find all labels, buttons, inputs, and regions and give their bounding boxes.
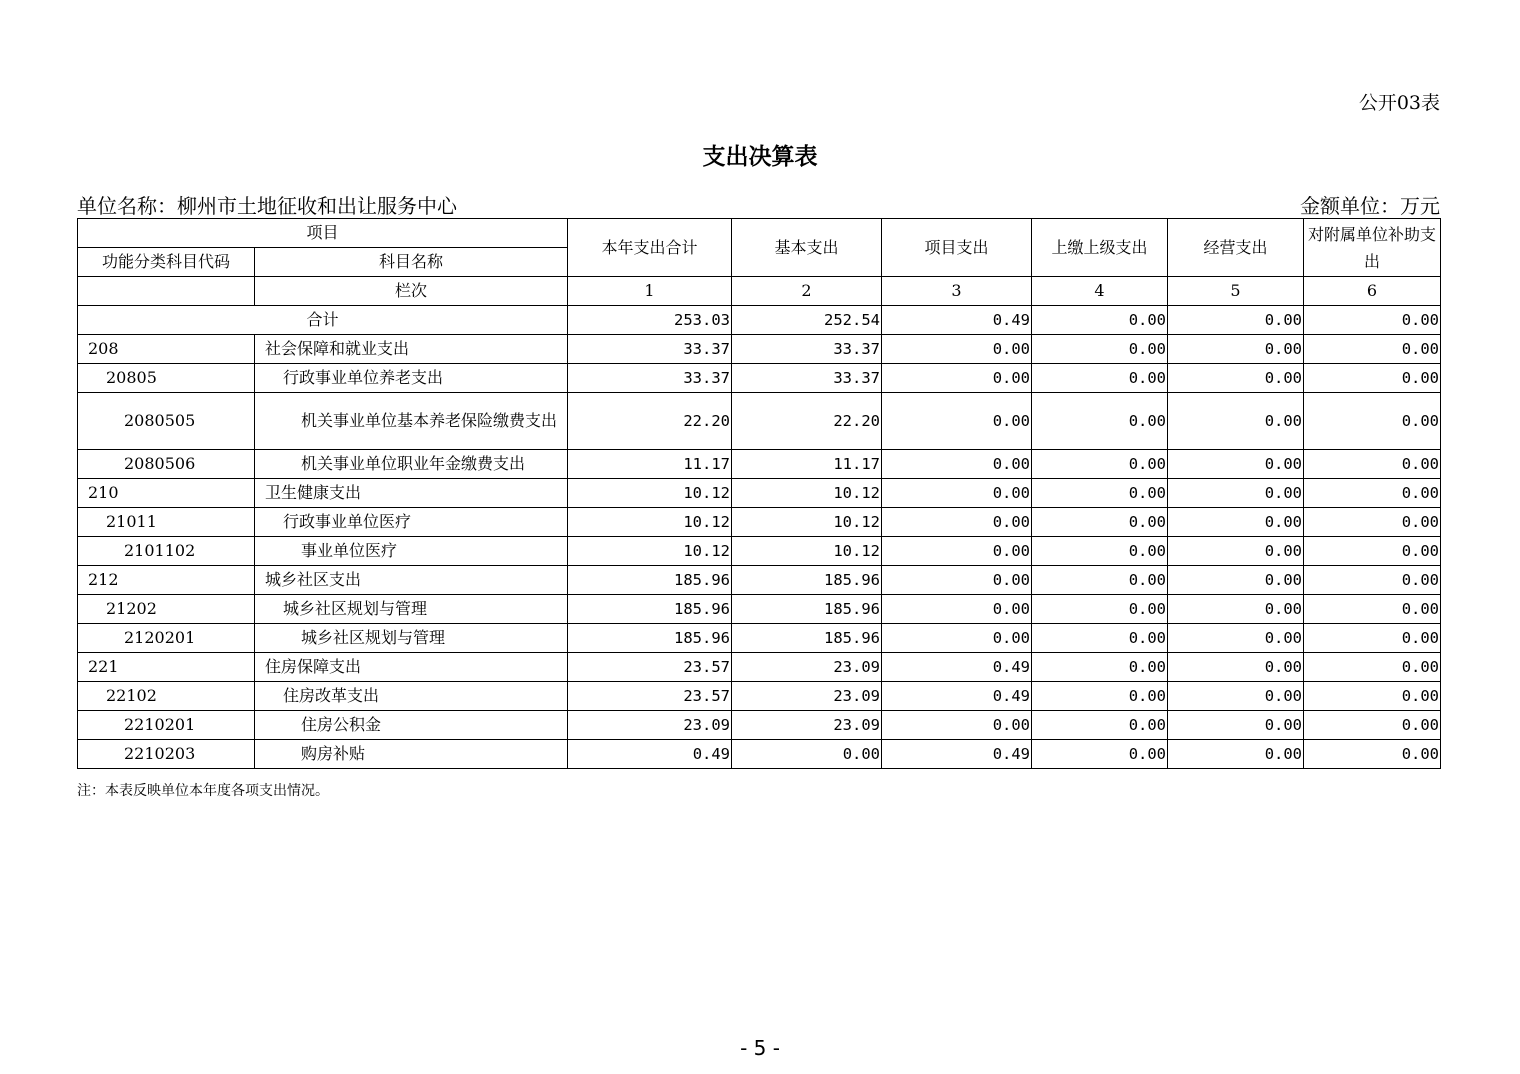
table-row: [78, 537, 1441, 566]
amount-cell: 185.96: [568, 624, 732, 653]
amount-cell: 23.09: [732, 653, 882, 682]
amount-cell: 23.09: [732, 711, 882, 740]
total-row: [78, 306, 1441, 335]
amount-cell: 0.00: [1168, 653, 1304, 682]
amount-cell: 0.00: [1304, 595, 1441, 624]
subject-name: 住房改革支出: [255, 682, 568, 711]
amount-cell: 23.09: [732, 682, 882, 711]
amount-cell: 0.00: [1032, 653, 1168, 682]
amount-cell: 0.00: [1032, 682, 1168, 711]
total-value: 0.00: [1168, 306, 1304, 335]
amount-cell: 0.00: [1304, 711, 1441, 740]
amount-cell: 0.00: [882, 393, 1032, 450]
subject-name: 城乡社区规划与管理: [255, 595, 568, 624]
amount-cell: 0.00: [1304, 566, 1441, 595]
subject-code: 21011: [78, 508, 255, 537]
amount-cell: 0.00: [1304, 740, 1441, 769]
amount-cell: 0.00: [1168, 566, 1304, 595]
amount-cell: 0.00: [1304, 450, 1441, 479]
amount-cell: 0.49: [882, 653, 1032, 682]
unit-name: 单位名称：柳州市土地征收和出让服务中心: [77, 194, 457, 218]
amount-cell: 0.00: [1168, 537, 1304, 566]
amount-cell: 0.00: [1032, 335, 1168, 364]
amount-cell: 23.57: [568, 653, 732, 682]
subject-name: 卫生健康支出: [255, 479, 568, 508]
amount-cell: 0.00: [1304, 537, 1441, 566]
amount-cell: 0.00: [1032, 393, 1168, 450]
subject-name: 行政事业单位养老支出: [255, 364, 568, 393]
subject-name: 机关事业单位职业年金缴费支出: [255, 450, 568, 479]
subject-name: 社会保障和就业支出: [255, 335, 568, 364]
amount-cell: 0.00: [732, 740, 882, 769]
subject-code: 212: [78, 566, 255, 595]
amount-cell: 0.00: [882, 537, 1032, 566]
amount-cell: 0.00: [1032, 595, 1168, 624]
header-row-1: [78, 219, 1441, 248]
table-row: [78, 450, 1441, 479]
amount-cell: 0.00: [1304, 335, 1441, 364]
amount-cell: 23.57: [568, 682, 732, 711]
table-row: [78, 711, 1441, 740]
amount-cell: 0.49: [568, 740, 732, 769]
total-value: 0.00: [1032, 306, 1168, 335]
subject-code: 2080506: [78, 450, 255, 479]
column-number: 4: [1032, 277, 1168, 306]
column-number-blank: [78, 277, 255, 306]
amount-cell: 0.00: [1304, 364, 1441, 393]
table-row: [78, 566, 1441, 595]
subject-code: 2210201: [78, 711, 255, 740]
subject-name: 住房公积金: [255, 711, 568, 740]
amount-cell: 0.00: [1168, 393, 1304, 450]
column-number-label: 栏次: [255, 277, 568, 306]
subject-code: 2101102: [78, 537, 255, 566]
amount-cell: 0.00: [1168, 682, 1304, 711]
amount-cell: 0.00: [882, 711, 1032, 740]
amount-cell: 0.00: [1032, 566, 1168, 595]
subject-code: 2210203: [78, 740, 255, 769]
amount-cell: 0.00: [1032, 479, 1168, 508]
amount-cell: 0.00: [1168, 450, 1304, 479]
amount-cell: 22.20: [732, 393, 882, 450]
amount-cell: 185.96: [732, 595, 882, 624]
total-value: 0.49: [882, 306, 1032, 335]
table-row: [78, 479, 1441, 508]
amount-cell: 0.00: [1168, 711, 1304, 740]
subject-code: 210: [78, 479, 255, 508]
amount-cell: 33.37: [568, 364, 732, 393]
total-value: 252.54: [732, 306, 882, 335]
table-note: 注：本表反映单位本年度各项支出情况。: [77, 783, 329, 799]
table-row: [78, 335, 1441, 364]
amount-cell: 0.00: [1032, 624, 1168, 653]
header-name: 科目名称: [255, 248, 568, 277]
amount-cell: 0.00: [1304, 624, 1441, 653]
header-operating: 经营支出: [1168, 219, 1304, 277]
amount-cell: 11.17: [568, 450, 732, 479]
amount-cell: 0.00: [1032, 508, 1168, 537]
amount-cell: 0.00: [1168, 364, 1304, 393]
subject-name: 事业单位医疗: [255, 537, 568, 566]
amount-cell: 0.00: [1168, 479, 1304, 508]
amount-cell: 0.00: [1168, 508, 1304, 537]
column-number: 2: [732, 277, 882, 306]
total-value: 0.00: [1304, 306, 1441, 335]
subject-code: 2080505: [78, 393, 255, 450]
amount-cell: 23.09: [568, 711, 732, 740]
subject-name: 行政事业单位医疗: [255, 508, 568, 537]
subject-code: 2120201: [78, 624, 255, 653]
amount-cell: 10.12: [568, 537, 732, 566]
table-row: [78, 595, 1441, 624]
amount-cell: 0.00: [1168, 595, 1304, 624]
amount-cell: 0.00: [882, 624, 1032, 653]
amount-cell: 10.12: [568, 479, 732, 508]
amount-cell: 185.96: [568, 595, 732, 624]
amount-cell: 0.00: [1168, 335, 1304, 364]
amount-cell: 0.00: [1304, 508, 1441, 537]
column-number-row: [78, 277, 1441, 306]
table-row: [78, 393, 1441, 450]
amount-cell: 0.00: [882, 450, 1032, 479]
amount-cell: 11.17: [732, 450, 882, 479]
total-label: 合计: [78, 306, 568, 335]
amount-cell: 0.00: [1032, 450, 1168, 479]
amount-cell: 0.00: [1032, 364, 1168, 393]
amount-cell: 22.20: [568, 393, 732, 450]
header-project-exp: 项目支出: [882, 219, 1032, 277]
amount-cell: 10.12: [732, 508, 882, 537]
amount-cell: 0.00: [882, 335, 1032, 364]
header-basic: 基本支出: [732, 219, 882, 277]
subject-name: 住房保障支出: [255, 653, 568, 682]
subject-code: 221: [78, 653, 255, 682]
amount-cell: 185.96: [568, 566, 732, 595]
amount-unit: 金额单位：万元: [1300, 194, 1440, 218]
header-project: 项目: [78, 219, 568, 248]
amount-cell: 0.00: [882, 566, 1032, 595]
page-number: - 5 -: [740, 1036, 780, 1060]
page-title: 支出决算表: [702, 144, 818, 170]
amount-cell: 10.12: [568, 508, 732, 537]
column-number: 6: [1304, 277, 1441, 306]
subject-name: 机关事业单位基本养老保险缴费支出: [255, 393, 568, 450]
header-subsidy: 对附属单位补助支出: [1304, 219, 1441, 277]
form-code: 公开03表: [1358, 92, 1440, 114]
subject-code: 21202: [78, 595, 255, 624]
table-row: [78, 508, 1441, 537]
table-row: [78, 624, 1441, 653]
amount-cell: 0.00: [1168, 740, 1304, 769]
header-upper: 上缴上级支出: [1032, 219, 1168, 277]
table-row: [78, 364, 1441, 393]
amount-cell: 0.00: [1304, 682, 1441, 711]
amount-cell: 0.00: [882, 595, 1032, 624]
amount-cell: 0.00: [1032, 537, 1168, 566]
column-number: 1: [568, 277, 732, 306]
amount-cell: 0.00: [1304, 479, 1441, 508]
amount-cell: 0.00: [882, 364, 1032, 393]
subject-code: 22102: [78, 682, 255, 711]
amount-cell: 33.37: [732, 364, 882, 393]
amount-cell: 0.00: [1032, 740, 1168, 769]
amount-cell: 0.00: [1304, 393, 1441, 450]
amount-cell: 10.12: [732, 537, 882, 566]
table-row: [78, 682, 1441, 711]
column-number: 3: [882, 277, 1032, 306]
amount-cell: 185.96: [732, 566, 882, 595]
amount-cell: 0.49: [882, 740, 1032, 769]
amount-cell: 33.37: [568, 335, 732, 364]
amount-cell: 33.37: [732, 335, 882, 364]
amount-cell: 0.00: [1304, 653, 1441, 682]
amount-cell: 0.00: [1168, 624, 1304, 653]
amount-cell: 0.49: [882, 682, 1032, 711]
column-number: 5: [1168, 277, 1304, 306]
subject-code: 20805: [78, 364, 255, 393]
header-code: 功能分类科目代码: [78, 248, 255, 277]
table-row: [78, 740, 1441, 769]
amount-cell: 185.96: [732, 624, 882, 653]
subject-name: 城乡社区规划与管理: [255, 624, 568, 653]
table-row: [78, 653, 1441, 682]
expenditure-table: [77, 218, 1441, 769]
amount-cell: 0.00: [882, 479, 1032, 508]
subject-name: 城乡社区支出: [255, 566, 568, 595]
header-total: 本年支出合计: [568, 219, 732, 277]
subject-code: 208: [78, 335, 255, 364]
amount-cell: 10.12: [732, 479, 882, 508]
amount-cell: 0.00: [1032, 711, 1168, 740]
total-value: 253.03: [568, 306, 732, 335]
amount-cell: 0.00: [882, 508, 1032, 537]
subject-name: 购房补贴: [255, 740, 568, 769]
